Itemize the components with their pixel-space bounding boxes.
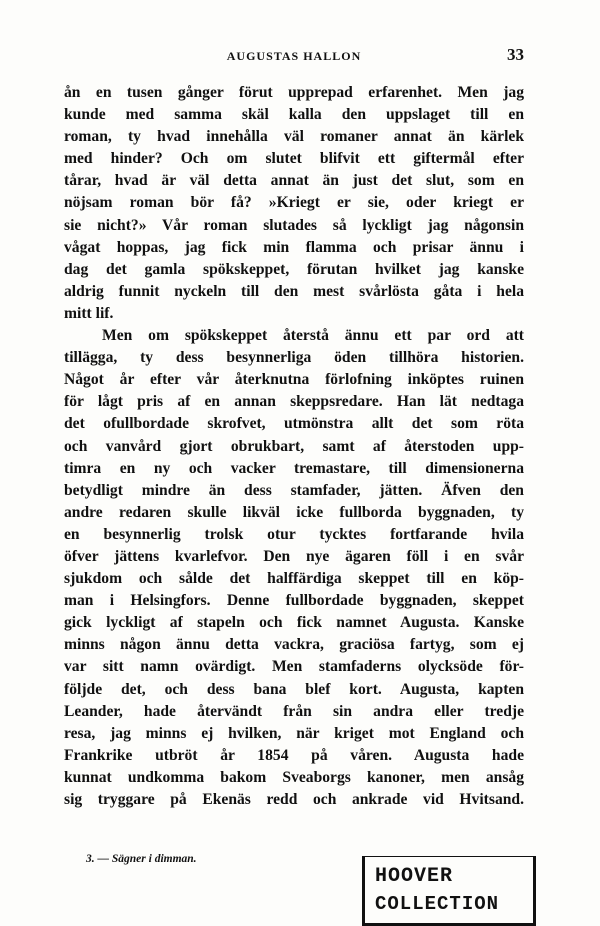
text-line: en besynnerlig trolsk otur tycktes fortfarande hvila [64,525,524,543]
text-line: gick lyckligt af stapeln och fick namnet Augusta. Kanske [64,614,524,632]
library-stamp [362,856,536,926]
stamp-line-2: COLLECTION [375,893,500,915]
page-number: 33 [507,45,524,64]
text-line: var sitt namn ovärdigt. Men stamfaderns olycksöde för- [64,658,524,676]
text-line: andre redaren skulle likväl icke fullborda byggnaden, ty [64,503,524,521]
text-line: sjukdom och sålde det halffärdiga skeppet till en köp- [64,570,524,588]
text-line: Frankrike utbröt år 1854 på våren. Augusta hade [64,746,524,764]
text-line: med hinder? Och om slutet blifvit ett giftermål efter [64,150,524,168]
text-line: betydligt mindre än dess stamfader, jätten. Äfven den [64,481,524,499]
text-line: mitt lif. [64,304,114,322]
running-title: AUGUSTAS HALLON [226,49,362,63]
text-line: öfver jättens kvarlefvor. Den nye ägaren föll i en svår [64,547,524,565]
text-line: dag det gamla spökskeppet, förutan hvilket jag kanske [64,260,524,278]
text-line: timra en ny och vacker tremastare, till dimensionerna [64,459,524,477]
text-line: Något år efter vår återknutna förlofning inköptes ruinen [64,371,524,389]
signature-mark: 3. — Sägner i dimman. [86,853,197,865]
text-line: aldrig funnit nyckeln till den mest svårlösta gåta i hela [64,282,524,300]
text-line: nöjsam roman bör få? »Kriegt er sie, oder kriegt er [64,194,524,212]
text-line: Men om spökskeppet återstå ännu ett par ord att [102,327,524,345]
text-line: för lågt pris af en annan skeppsredare. Han lät nedtaga [64,393,524,411]
text-line: resa, jag minns ej hvilken, när kriget mot England och [64,724,524,742]
text-line: roman, ty hvad innehålla väl romaner annat än kärlek [64,128,524,146]
text-line: tårar, hvad är väl detta annat än just det slut, som en [64,172,524,190]
text-line: minns någon ännu detta vackra, graciösa fartyg, som ej [64,636,524,654]
text-line: vågat hoppas, jag fick min flamma och prisar ännu i [64,238,524,256]
text-line: kunde med samma skäl kalla den uppslaget till en [64,106,524,124]
stamp-line-1: HOOVER [375,865,454,888]
text-line: följde det, och dess bana blef kort. Augusta, kapten [64,680,524,698]
text-line: det ofullbordade skrofvet, utmönstra allt det som röta [64,415,524,433]
text-line: sig tryggare på Ekenäs redd och ankrade vid Hvitsand. [64,791,524,808]
text-line: kunnat undkomma bakom Sveaborgs kanoner, men ansåg [64,768,524,786]
text-line: man i Helsingfors. Denne fullbordade byggnaden, skeppet [64,592,524,610]
text-line: tillägga, ty dess besynnerliga öden tillhöra historien. [64,349,524,367]
text-line: Leander, hade återvändt från sin andra eller tredje [64,702,524,720]
body-text [64,82,524,811]
text-line: och vanvård gjort obrukbart, samt af återstoden upp- [64,437,524,455]
page-header [64,45,524,67]
text-line: ån en tusen gånger förut upprepad erfarenhet. Men jag [64,84,524,101]
text-line: sie nicht?» Vår roman slutades så lyckligt jag någonsin [64,216,524,234]
